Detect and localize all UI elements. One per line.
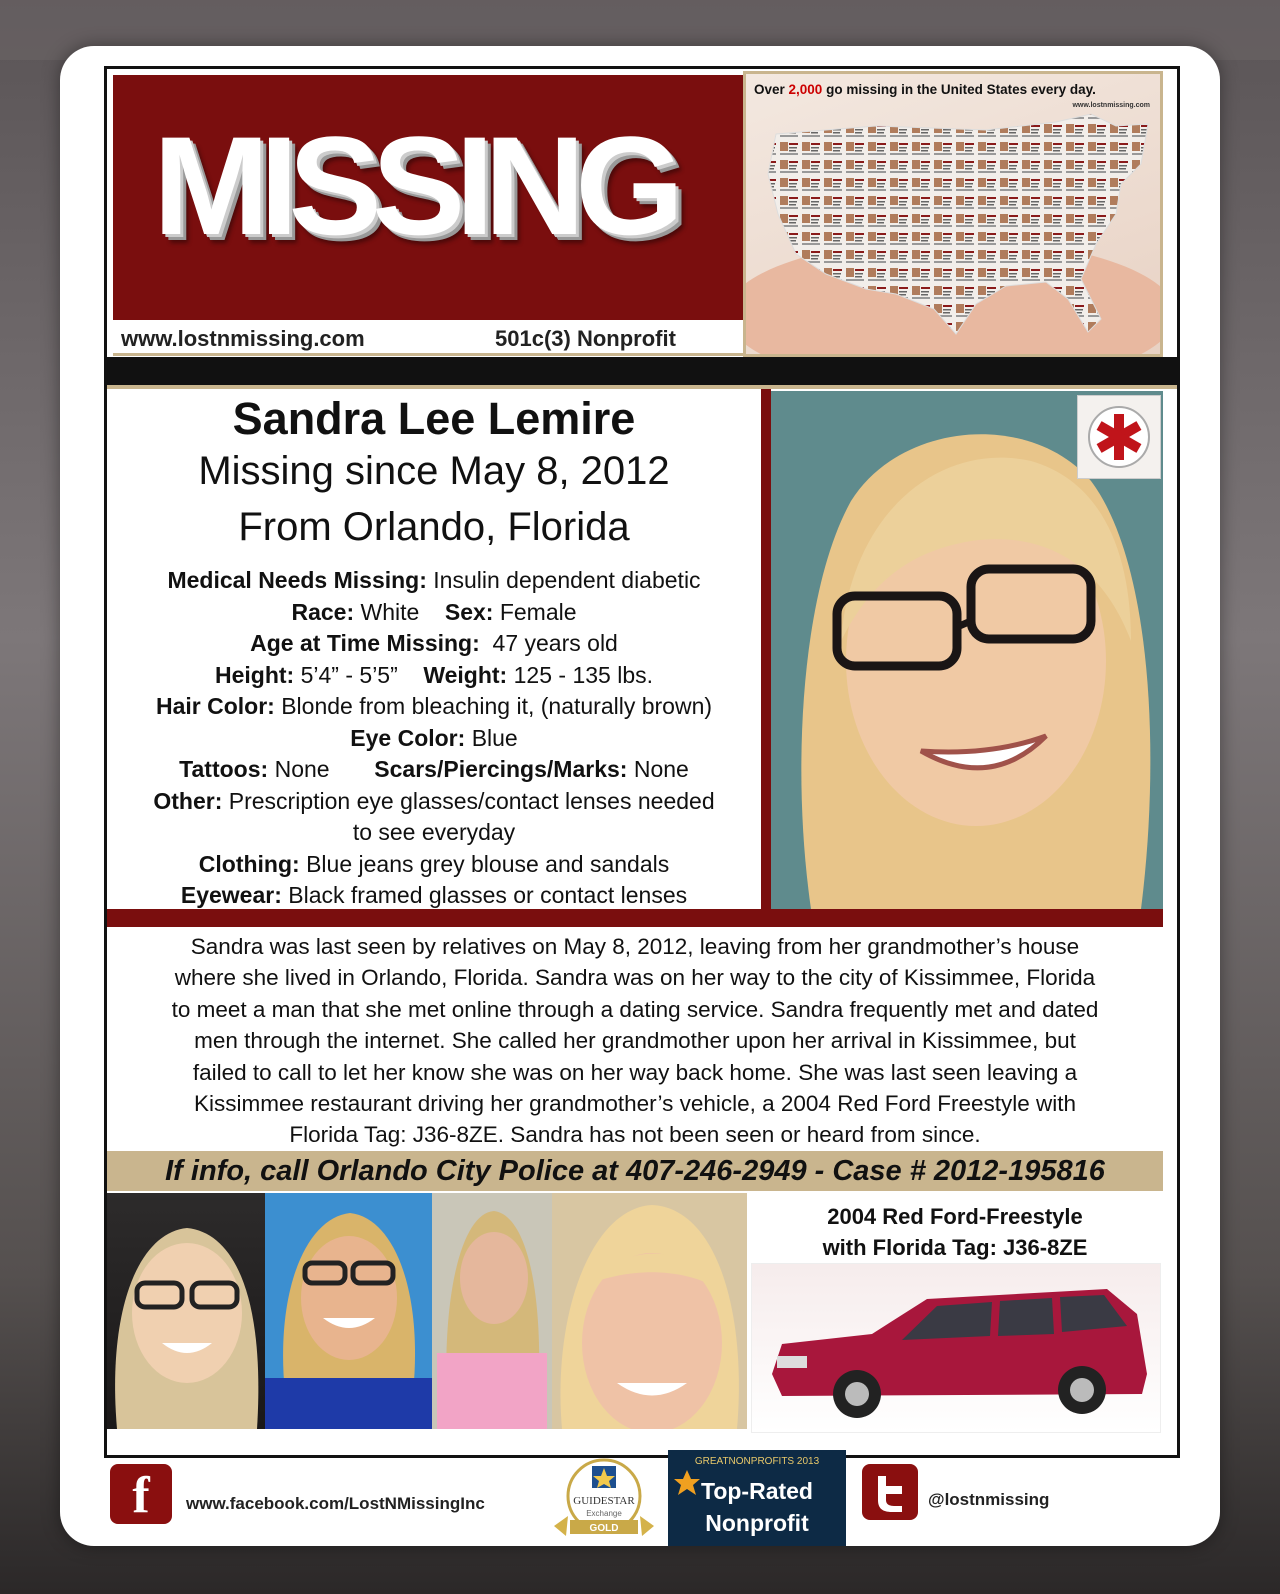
stat-prefix: Over [754,82,789,97]
police-contact: If info, call Orlando City Police at 407-246-2949 - Case # 2012-195816 [107,1151,1163,1191]
fact-eye [107,723,761,755]
fact-clothing [107,849,761,881]
description-line: men through the internet. She called her grandmother upon her arrival in Kissimmee, but [194,1028,1076,1054]
fact-value: Prescription eye glasses/contact lenses needed [228,787,715,814]
photo-3 [432,1193,552,1429]
description-line: Kissimmee restaurant driving her grandmother’s vehicle, a 2004 Red Ford Freestyle with [193,1091,1077,1117]
nonprofit-label: 501c(3) Nonprofit [495,326,676,351]
vertical-divider [761,389,771,911]
usa-collage-map [756,104,1156,344]
description-line: failed to call to let her know she was on her way back home. She was last seen leaving a [192,1059,1078,1085]
divider-bar [107,357,1180,385]
description-line: to meet a man that she met online through a dating service. Sandra frequently met and dated [171,996,1099,1022]
vehicle-caption [747,1201,1163,1263]
description-line: where she lived in Orlando, Florida. Sandra was on her way to the city of Kissimmee, Florida [174,965,1096,991]
person-info [107,389,761,909]
missing-stat [754,82,1096,97]
missing-title: MISSING [153,107,675,264]
guidestar-name: GUIDESTAR [573,1495,635,1507]
fact-label: Age at Time Missing: [250,630,480,656]
fact-value: to see everyday [352,819,516,845]
vehicle-model: 2004 Red Ford-Freestyle [827,1204,1083,1229]
stat-suffix: go missing in the United States every day. [822,82,1096,97]
missing-from: From Orlando, Florida [238,505,630,549]
photo-2 [265,1193,432,1429]
description-line: Florida Tag: J36-8ZE. Sandra has not been seen or heard from since. [289,1122,981,1148]
header-strip [113,320,745,356]
description-line: Sandra was last seen by relatives on May 8, 2012, leaving from her grandmother’s house [190,934,1080,959]
facts-list [107,565,761,912]
horizontal-divider [107,909,1163,927]
guidestar-exchange: Exchange [586,1509,622,1518]
missing-banner [113,75,745,320]
toprated-line2: Nonprofit [705,1510,809,1536]
fact-value: 5’4” - 5’5” [300,661,398,688]
missing-since: Missing since May 8, 2012 [198,449,670,493]
fact-label: Sex: [444,598,494,625]
missing-poster [104,66,1180,1458]
fact-value: 47 years old [492,630,618,656]
red-van-image [752,1264,1160,1432]
fact-label: Other: [153,787,223,814]
fact-label: Eye Color: [350,724,466,751]
twitter-handle[interactable]: @lostnmissing [928,1490,1050,1509]
top-rated-badge [668,1450,846,1546]
guidestar-level: GOLD [589,1523,619,1534]
toprated-line1: Top-Rated [700,1478,813,1504]
facebook-icon[interactable]: f [110,1464,172,1524]
vehicle-tag: with Florida Tag: J36-8ZE [822,1235,1088,1260]
fact-label: Tattoos: [179,756,269,782]
case-description [113,931,1157,1151]
fact-label: Eyewear: [180,882,282,908]
fact-value: Blonde from bleaching it, (naturally brown) [281,693,713,719]
vehicle-photo [751,1263,1161,1433]
fact-label: Medical Needs Missing: [167,567,427,593]
website-link[interactable]: www.lostnmissing.com [121,326,365,351]
fact-label: Clothing: [198,850,300,877]
photo-4 [552,1193,747,1429]
fact-hair [107,691,761,723]
fact-label: Race: [291,598,355,625]
fact-value: Black framed glasses or contact lenses [288,882,688,908]
fact-height-weight [107,660,761,692]
fact-value: None [274,756,330,782]
stat-url: www.lostnmissing.com [1072,102,1150,109]
fact-value: Blue jeans grey blouse and sandals [306,850,670,877]
fact-tattoos-scars [107,754,761,786]
twitter-icon[interactable] [862,1464,918,1520]
fact-value: White [360,598,420,625]
fact-other [107,786,761,818]
toprated-caption: GREATNONPROFITS 2013 [694,1456,820,1467]
fact-label: Hair Color: [155,693,275,719]
fact-value: Insulin dependent diabetic [433,567,701,593]
fact-label: Scars/Piercings/Marks: [374,756,628,782]
fact-value: 125 - 135 lbs. [513,661,653,688]
fact-value: Female [499,598,577,625]
fact-label: Height: [215,661,295,688]
person-name: Sandra Lee Lemire [232,393,636,444]
fact-value: None [633,756,689,782]
stat-number: 2,000 [788,82,823,97]
fact-value: Blue [471,724,518,751]
fact-label: Weight: [423,661,508,688]
fact-medical [107,565,761,597]
fact-age [107,628,761,660]
fact-eyewear [107,880,761,912]
photo-1 [107,1193,265,1429]
medical-alert-icon [1077,395,1161,479]
additional-photos [107,1193,747,1429]
usa-map-image [743,71,1163,357]
guidestar-badge [548,1456,660,1544]
fact-race-sex [107,597,761,629]
facebook-link[interactable]: www.facebook.com/LostNMissingInc [186,1494,485,1513]
fact-other-cont [107,817,761,849]
